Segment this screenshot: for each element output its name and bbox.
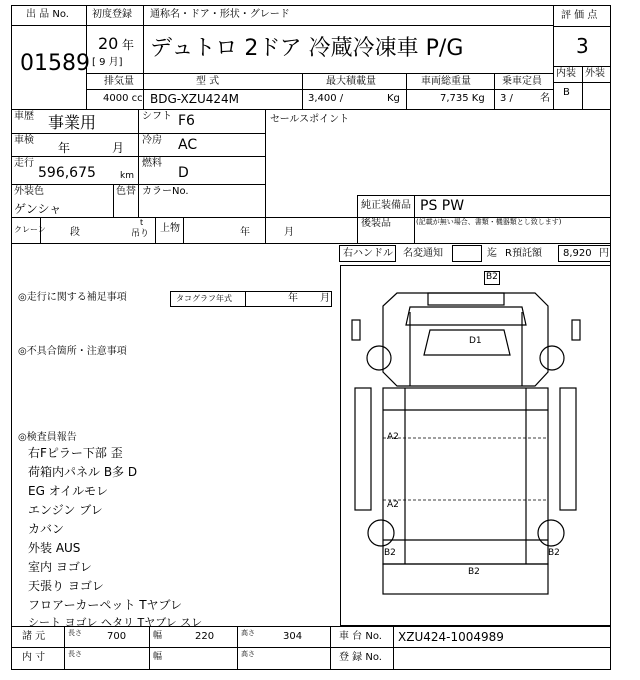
grid-line <box>357 195 358 243</box>
grid-line <box>357 195 611 196</box>
damage-mark: B2 <box>548 548 560 558</box>
specs-label: 諸 元 <box>22 631 46 642</box>
inspection-month-unit: 月 <box>112 141 125 155</box>
grid-line <box>11 243 611 244</box>
grid-line <box>265 109 266 243</box>
inner-width-label: 幅 <box>153 652 163 662</box>
driving-remarks-label: ◎走行に関する補足事項 <box>18 292 127 303</box>
interior-grade: B <box>563 87 570 98</box>
recycle-unit: 円 <box>599 248 609 259</box>
aftermarket-note: (記載が無い場合、書類・機器類とし致します) <box>416 218 562 226</box>
grid-line <box>582 66 583 109</box>
mileage-label: 走行 <box>14 158 34 169</box>
mileage-unit: km <box>120 171 134 181</box>
grid-line <box>86 89 553 90</box>
grid-line <box>149 626 150 670</box>
grid-line <box>64 626 65 670</box>
history-label: 車歴 <box>14 111 34 122</box>
grid-line <box>155 217 156 243</box>
score: 3 <box>576 34 589 58</box>
grid-line <box>183 217 184 243</box>
capacity-label: 乗車定員 <box>502 76 542 87</box>
grid-line <box>11 133 265 134</box>
equipment: PS PW <box>420 198 465 214</box>
fuel-label: 燃料 <box>142 158 162 169</box>
grid-line <box>302 73 303 109</box>
model-code: BDG-XZU424M <box>150 92 239 106</box>
grid-line <box>406 73 407 109</box>
first-reg-label: 初度登録 <box>92 9 132 20</box>
aftermarket-label: 後装品 <box>361 218 391 229</box>
name-change-box <box>452 245 482 262</box>
handle-notice: 右ハンドル <box>343 248 393 259</box>
recycle-value: 8,920 <box>563 248 592 259</box>
first-reg-month: [ 9 月] <box>92 57 123 68</box>
inner-height-label: 高さ <box>241 650 255 658</box>
grid-line <box>553 82 611 83</box>
report-line: 天張り ヨゴレ <box>28 579 104 593</box>
uptype-year: 年 <box>240 227 250 238</box>
crane-label: クレーン <box>14 225 46 234</box>
crane-stage: 段 <box>70 227 80 238</box>
report-line: エンジン ブレ <box>28 503 103 517</box>
lot-no-label: 出 品 No. <box>26 9 69 20</box>
displacement: 4000 cc <box>103 93 143 104</box>
lot-no: 01589 <box>20 51 90 76</box>
grid-line <box>393 626 394 670</box>
height: 304 <box>283 631 303 642</box>
grid-line <box>237 626 238 670</box>
damage-mark: B2 <box>486 272 498 282</box>
grid-line <box>553 5 554 109</box>
color-code-label: カラーNo. <box>142 186 189 197</box>
width: 220 <box>195 631 215 642</box>
grid-line <box>494 73 495 109</box>
mileage: 596,675 <box>38 165 96 181</box>
history: 事業用 <box>48 113 97 132</box>
max-load-unit: Kg <box>387 93 400 104</box>
crane-ton: t <box>140 218 144 227</box>
grid-line <box>11 156 265 157</box>
exterior-label: 外装 <box>585 68 605 79</box>
deadline-label: 迄 <box>487 248 497 259</box>
report-line: 右Fピラー下部 歪 <box>28 446 123 460</box>
model-code-label: 型 式 <box>196 76 220 87</box>
inner-length-label: 長さ <box>68 650 82 658</box>
tachograph-label: タコグラフ年式 <box>176 294 232 303</box>
equipment-label: 純正装備品 <box>361 200 411 211</box>
report-line: 室内 ヨゴレ <box>28 560 92 574</box>
model-name: デュトロ 2ドア 冷蔵冷凍車 P/G <box>150 36 464 61</box>
name-change-notice: 名変通知 <box>403 248 443 259</box>
recycle-label: R預託額 <box>505 248 542 259</box>
grid-line <box>11 25 87 26</box>
max-load: 3,400 / <box>308 93 344 104</box>
grid-line <box>245 291 246 307</box>
ac-label: 冷房 <box>142 135 162 146</box>
shift: F6 <box>178 113 195 129</box>
gross-weight: 7,735 Kg <box>440 93 485 104</box>
sales-point-label: セールスポイント <box>270 114 350 125</box>
first-reg-year: 20 <box>98 34 119 53</box>
chassis-no: XZU424-1004989 <box>398 630 504 644</box>
width-label: 幅 <box>153 631 163 641</box>
shift-label: シフト <box>142 111 172 122</box>
grid-line <box>143 5 144 109</box>
grid-line <box>414 195 415 243</box>
uptype-label: 上物 <box>160 223 180 234</box>
report-line: シート ヨゴレ ヘタリ Tヤブレ スレ <box>28 616 203 629</box>
grid-line <box>86 25 553 26</box>
grid-line <box>11 109 611 110</box>
damage-mark: B2 <box>468 567 480 577</box>
displacement-label: 排気量 <box>104 76 134 87</box>
inspection-label: 車検 <box>14 135 34 146</box>
report-line: 荷箱内パネル B多 D <box>28 465 138 479</box>
grid-line <box>11 184 265 185</box>
damage-mark: D1 <box>469 336 482 346</box>
damage-mark: B2 <box>384 548 396 558</box>
chassis-label: 車 台 No. <box>339 631 382 642</box>
year-unit: 年 <box>122 38 135 52</box>
report-line: EG オイルモレ <box>28 484 109 498</box>
fuel: D <box>178 165 189 181</box>
damage-mark: A2 <box>387 432 399 442</box>
report-line: フロアーカーペット Tヤブレ <box>28 598 183 612</box>
gross-weight-label: 車両総重量 <box>421 76 471 87</box>
model-name-label: 通称名・ドア・形状・グレード <box>150 9 290 20</box>
capacity-unit: 名 <box>540 93 550 104</box>
defects-label: ◎不具合箇所・注意事項 <box>18 346 127 357</box>
interior-label: 内装 <box>556 68 576 79</box>
crane-lift: 吊り <box>131 229 150 239</box>
report-line: 外装 AUS <box>28 541 81 555</box>
score-label: 評 価 点 <box>561 10 598 21</box>
grid-line <box>113 184 114 217</box>
ac: AC <box>178 137 198 153</box>
length: 700 <box>107 631 127 642</box>
length-label: 長さ <box>68 629 82 637</box>
reg-no-label: 登 録 No. <box>339 652 382 663</box>
ext-color-label: 外装色 <box>14 186 44 197</box>
inner-label: 内 寸 <box>22 652 46 663</box>
report-line: カバン <box>28 522 65 536</box>
grid-line <box>138 109 139 217</box>
max-load-label: 最大積載量 <box>326 76 376 87</box>
grid-line <box>11 647 611 648</box>
uptype-month: 月 <box>284 227 294 238</box>
height-label: 高さ <box>241 629 255 637</box>
grid-line <box>553 26 611 27</box>
ext-color: ゲンシャ <box>14 202 62 216</box>
capacity: 3 / <box>500 93 513 104</box>
color-no-label: 色替 <box>116 186 136 197</box>
grid-line <box>86 73 553 74</box>
tachograph-year: 年 <box>288 293 298 304</box>
damage-mark: A2 <box>387 500 399 510</box>
tachograph-month: 月 <box>320 293 330 304</box>
grid-line <box>330 626 331 670</box>
inspector-report-label: ◎検査員報告 <box>18 432 77 443</box>
inspection-year-unit: 年 <box>58 141 71 155</box>
